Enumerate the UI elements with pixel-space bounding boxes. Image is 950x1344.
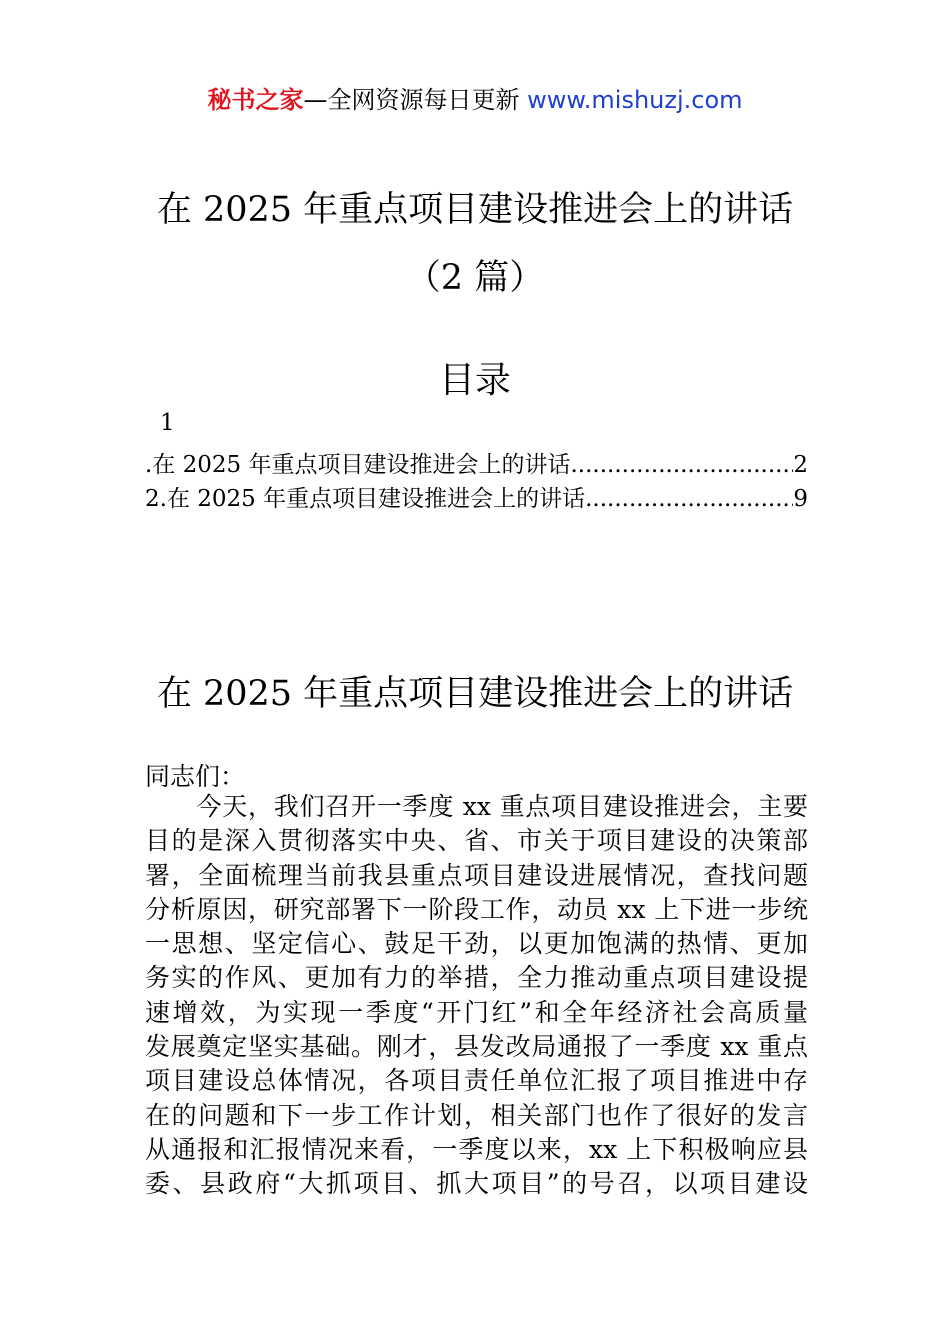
document-subtitle: （2 篇） — [405, 258, 545, 298]
paragraph-line: 务实的作风、更加有力的举措，全力推动重点项目建设提 — [145, 963, 808, 993]
toc-item-label: 2.在 2025 年重点项目建设推进会上的讲话 — [145, 486, 586, 512]
paragraph-line: 速增效，为实现一季度“开门红”和全年经济社会高质量 — [145, 997, 808, 1027]
paragraph-line: 署，全面梳理当前我县重点项目建设进展情况，查找问题 — [145, 860, 808, 890]
paragraph-line: 发展奠定坚实基础。刚才，县发改局通报了一季度 xx 重点 — [145, 1032, 808, 1062]
paragraph-line: 在的问题和下一步工作计划，相关部门也作了很好的发言 — [145, 1100, 808, 1130]
brand-name: 秘书之家 — [207, 86, 304, 114]
toc-item[interactable] — [145, 480, 808, 513]
speech-paragraph — [145, 790, 808, 1202]
paragraph-line: 从通报和汇报情况来看，一季度以来，xx 上下积极响应县 — [145, 1134, 808, 1164]
toc-item[interactable] — [145, 446, 808, 479]
paragraph-line: 分析原因，研究部署下一阶段工作，动员 xx 上下进一步统 — [145, 894, 808, 924]
paragraph-line: 项目建设总体情况，各项目责任单位汇报了项目推进中存 — [145, 1066, 808, 1096]
paragraph-line: 委、县政府“大抓项目、抓大项目”的号召，以项目建设 — [145, 1169, 808, 1199]
site-url-link[interactable]: www.mishuzj.com — [527, 86, 743, 114]
speech-title: 在 2025 年重点项目建设推进会上的讲话 — [156, 674, 794, 714]
paragraph-line: 一思想、坚定信心、鼓足干劲，以更加饱满的热情、更加 — [145, 929, 808, 959]
site-header — [0, 80, 950, 115]
toc-heading: 目录 — [438, 360, 511, 401]
toc-number-fragment: 1 — [160, 410, 175, 436]
toc-leader-dots — [585, 486, 793, 512]
paragraph-line: 目的是深入贯彻落实中央、省、市关于项目建设的决策部 — [145, 826, 808, 856]
speech-salutation: 同志们： — [145, 762, 246, 791]
toc-item-label: .在 2025 年重点项目建设推进会上的讲话 — [145, 452, 571, 478]
paragraph-line: 今天，我们召开一季度 xx 重点项目建设推进会，主要 — [145, 792, 808, 821]
toc-leader-dots — [570, 452, 793, 478]
site-slogan: —全网资源每日更新 — [303, 86, 520, 114]
toc-item-page: 2 — [793, 452, 808, 478]
document-title: 在 2025 年重点项目建设推进会上的讲话 — [156, 190, 794, 230]
toc-item-page: 9 — [793, 486, 808, 512]
